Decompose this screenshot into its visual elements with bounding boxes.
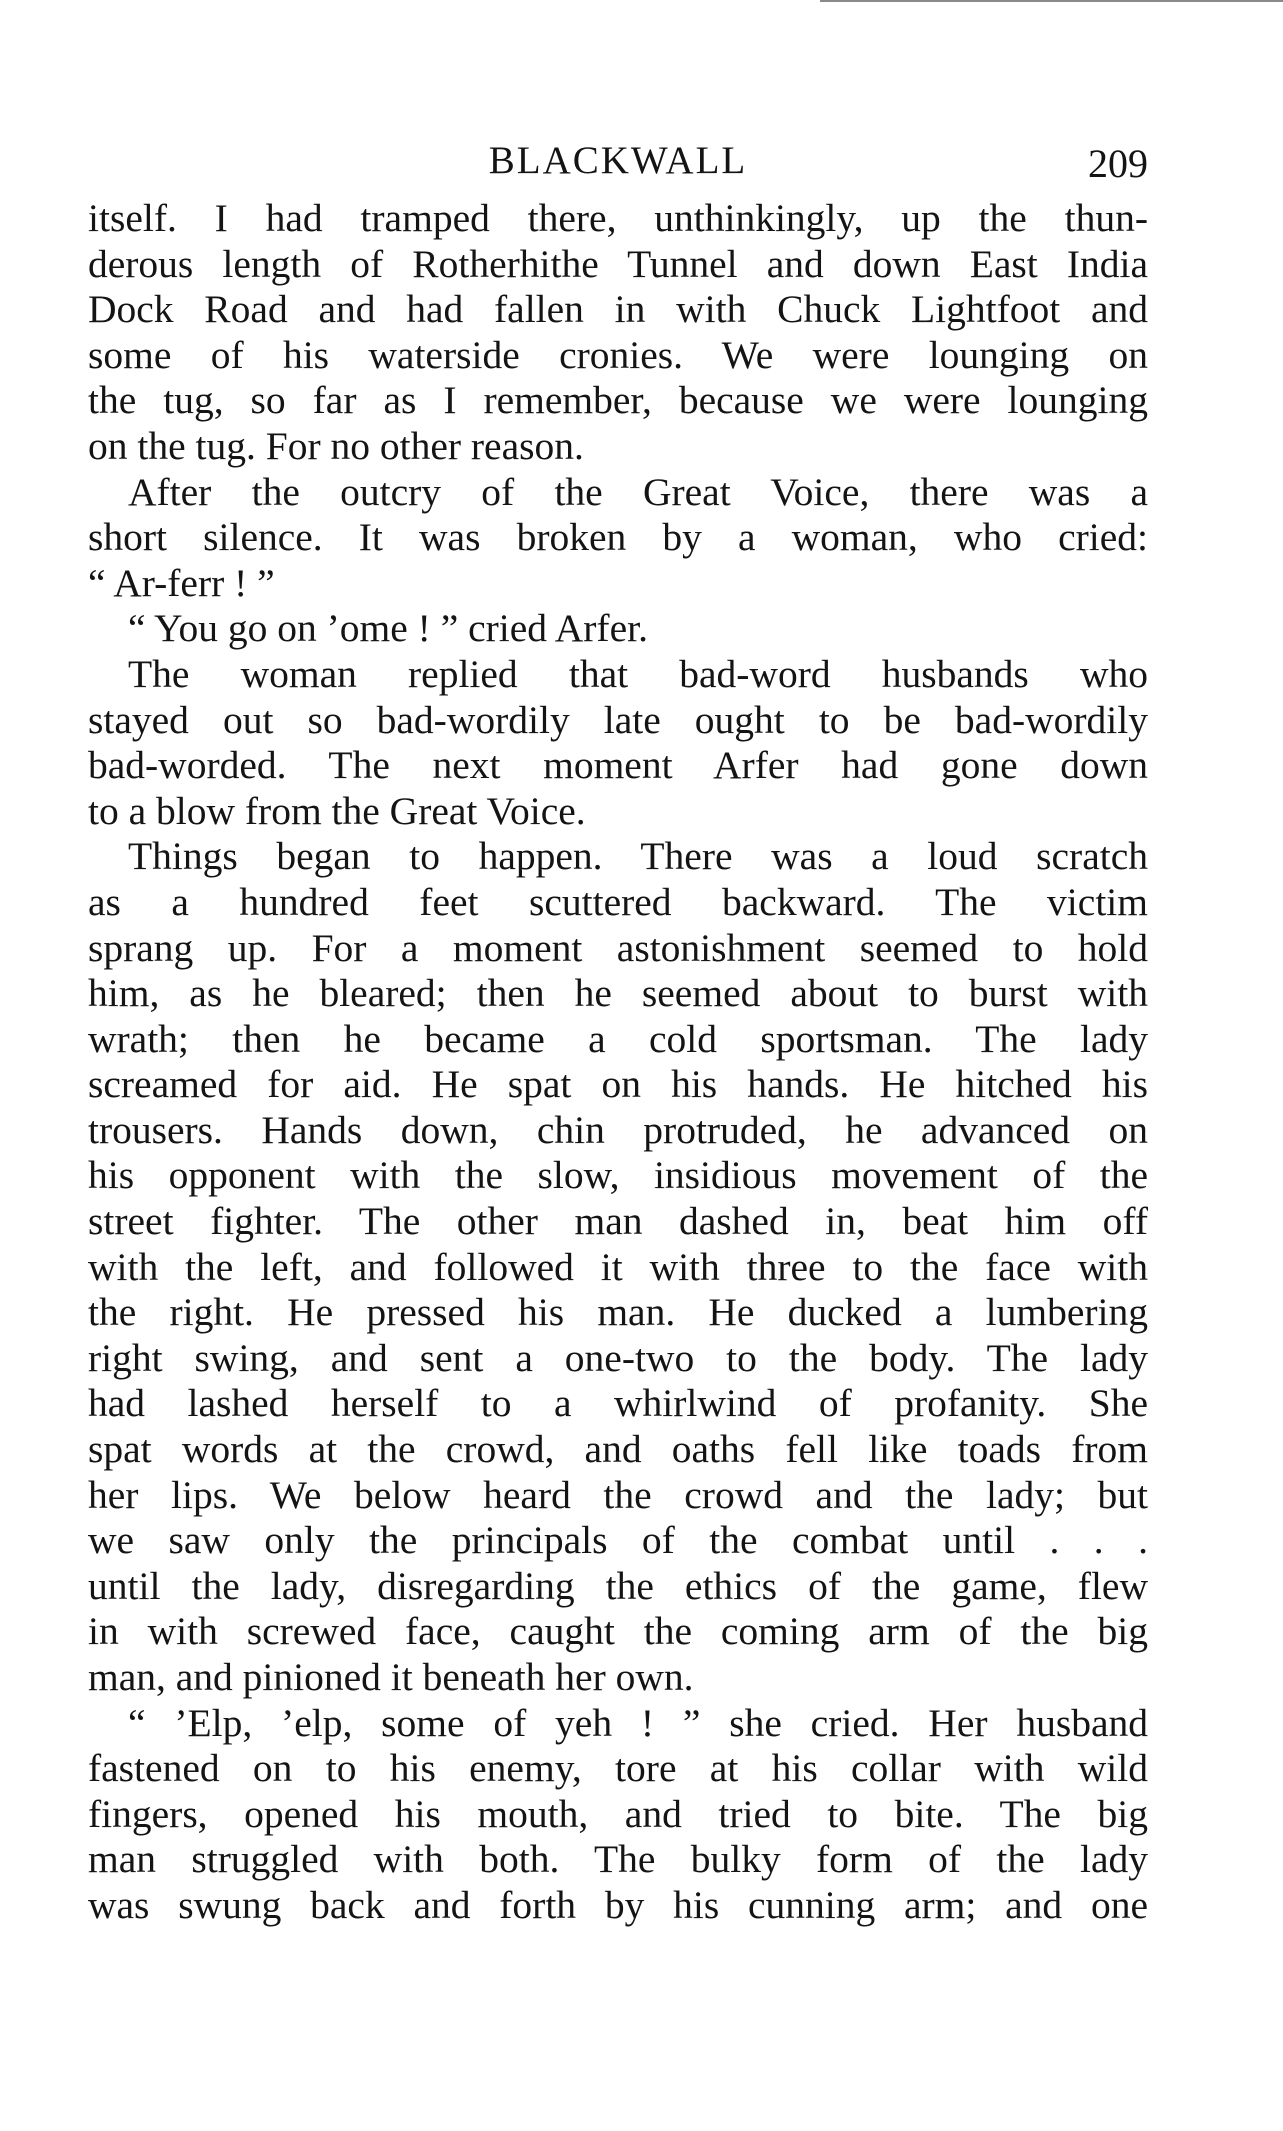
text-line: with the left, and followed it with three to the face with <box>88 1244 1148 1289</box>
top-edge-rule <box>820 0 1283 2</box>
text-line: screamed for aid. He spat on his hands. He hitched his <box>88 1062 1148 1107</box>
page-header <box>88 138 1148 196</box>
text-line: street fighter. The other man dashed in, beat him off <box>88 1199 1148 1244</box>
text-line: fastened on to his enemy, tore at his collar with wild <box>88 1746 1148 1791</box>
page-number: 209 <box>1088 141 1148 186</box>
text-line: itself. I had tramped there, unthinkingly, up the thun- <box>88 196 1148 240</box>
text-line: right swing, and sent a one-two to the body. The lady <box>88 1335 1148 1380</box>
text-line: some of his waterside cronies. We were lounging on <box>88 332 1148 377</box>
text-line: the right. He pressed his man. He ducked a lumbering <box>88 1290 1148 1335</box>
body-text <box>88 196 1148 1929</box>
paragraph <box>88 606 1148 652</box>
text-line: the tug, so far as I remember, because we were lounging <box>88 378 1148 423</box>
book-page <box>88 138 1148 1929</box>
running-head: BLACKWALL <box>488 139 748 182</box>
text-line: him, as he bleared; then he seemed about to burst with <box>88 971 1148 1016</box>
paragraph <box>88 834 1148 1700</box>
text-line: had lashed herself to a whirlwind of profanity. She <box>88 1381 1148 1426</box>
text-line: Dock Road and had fallen in with Chuck Lightfoot and <box>88 287 1148 332</box>
text-line: wrath; then he became a cold sportsman. The lady <box>88 1016 1148 1061</box>
text-line: “ You go on ’ome ! ” cried Arfer. <box>128 606 648 651</box>
text-line: sprang up. For a moment astonishment seemed to hold <box>88 925 1148 970</box>
text-line: spat words at the crowd, and oaths fell like toads from <box>88 1427 1148 1472</box>
text-line: on the tug. For no other reason. <box>88 423 584 468</box>
paragraph <box>88 196 1148 470</box>
text-line: we saw only the principals of the combat until . . . <box>88 1518 1148 1563</box>
text-line: After the outcry of the Great Voice, there was a <box>128 469 1148 514</box>
text-line: in with screwed face, caught the coming arm of the big <box>88 1609 1148 1654</box>
text-line: as a hundred feet scuttered backward. The victim <box>88 879 1148 924</box>
text-line: fingers, opened his mouth, and tried to bite. The big <box>88 1791 1148 1836</box>
text-line: Things began to happen. There was a loud scratch <box>128 834 1148 879</box>
text-line: derous length of Rotherhithe Tunnel and down East India <box>88 241 1148 286</box>
text-line: to a blow from the Great Voice. <box>88 788 586 833</box>
text-line: “ ’Elp, ’elp, some of yeh ! ” she cried. Her husband <box>128 1700 1148 1745</box>
paragraph <box>88 1701 1148 1929</box>
text-line: trousers. Hands down, chin protruded, he advanced on <box>88 1107 1148 1152</box>
paragraph <box>88 652 1148 834</box>
text-line: her lips. We below heard the crowd and the lady; but <box>88 1472 1148 1517</box>
text-line: was swung back and forth by his cunning arm; and one <box>88 1882 1148 1927</box>
paragraph <box>88 470 1148 607</box>
text-line: The woman replied that bad-word husbands who <box>128 651 1148 696</box>
text-line: bad-worded. The next moment Arfer had gone down <box>88 743 1148 788</box>
text-line: stayed out so bad-wordily late ought to be bad-wordily <box>88 697 1148 742</box>
text-line: man struggled with both. The bulky form of the lady <box>88 1837 1148 1882</box>
text-line: man, and pinioned it beneath her own. <box>88 1655 694 1699</box>
text-line: short silence. It was broken by a woman, who cried: <box>88 515 1148 560</box>
text-line: “ Ar-ferr ! ” <box>88 560 275 605</box>
text-line: until the lady, disregarding the ethics of the game, flew <box>88 1563 1148 1608</box>
text-line: his opponent with the slow, insidious movement of the <box>88 1153 1148 1198</box>
